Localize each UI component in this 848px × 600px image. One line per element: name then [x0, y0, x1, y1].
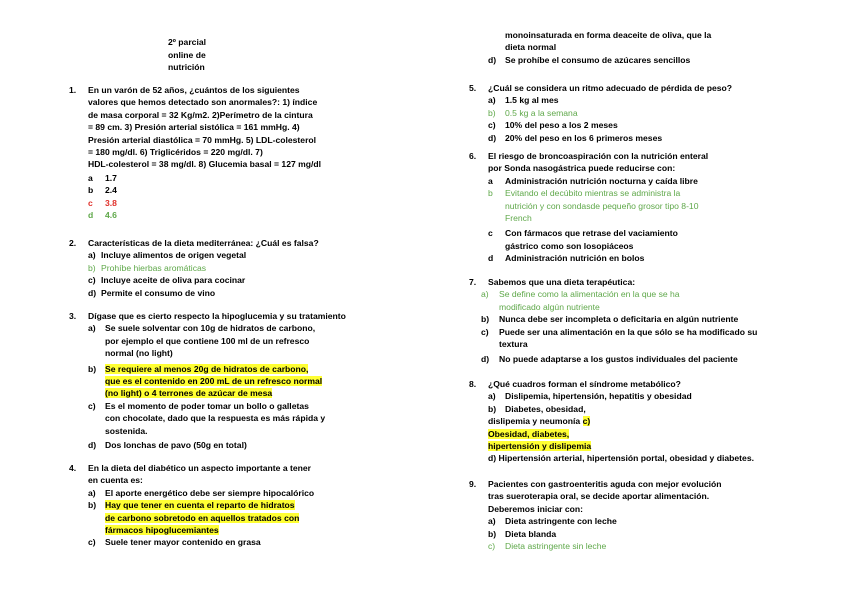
question-text: ¿Qué cuadros forman el síndrome metabólico? — [488, 379, 681, 389]
highlighted-text: que es el contenido en 200 mL de un refresco normal — [105, 376, 323, 387]
option-a — [88, 249, 339, 261]
header-line: 2º parcial — [168, 37, 207, 47]
text-line: = 89 cm. 3) Presión arterial sistólica = 161 mmHg. 4) — [88, 122, 300, 133]
options — [88, 249, 339, 299]
question-number: 3. — [69, 311, 77, 321]
option-c — [88, 400, 354, 437]
option-letter: c) — [488, 120, 496, 131]
highlighted-text: Hay que tener en cuenta el reparto de hidratos — [105, 500, 295, 511]
option-text: Incluye alimentos de origen vegetal — [101, 250, 247, 261]
option-b — [488, 403, 769, 415]
option-letter: a) — [481, 289, 489, 300]
question-number: 1. — [69, 85, 77, 95]
question-text: El riesgo de broncoaspiración con la nutrición enteral — [488, 151, 709, 161]
question-text: Pacientes con gastroenteritis aguda con mejor evolución — [488, 479, 722, 489]
option-letter: a — [88, 172, 93, 183]
highlighted-text: (no light) o 4 terrones de azúcar de mesa — [105, 388, 273, 399]
option-text: Diabetes, obesidad, — [505, 403, 586, 414]
text-line: normal (no light) — [105, 348, 173, 359]
option-d — [88, 209, 329, 221]
option-letter: a) — [488, 95, 496, 106]
question-6 — [469, 150, 759, 265]
option-a — [481, 288, 769, 313]
option-text: 2.4 — [105, 185, 117, 196]
options — [88, 172, 329, 222]
question-number: 9. — [469, 479, 477, 489]
question-5 — [469, 82, 759, 144]
question-text: ¿Cuál se considera un ritmo adecuado de pérdida de peso? — [488, 83, 733, 93]
option-a — [488, 94, 759, 106]
option-letter: c — [88, 197, 93, 208]
highlighted-text: fármacos hipoglucemiantes — [105, 525, 219, 536]
option-text: Nunca debe ser incompleta o deficitaria en algún nutriente — [499, 314, 739, 325]
option-letter: d) — [88, 440, 97, 451]
question-4-continuation — [488, 29, 758, 66]
question-text: Características de la dieta mediterránea: ¿Cuál es falsa? — [88, 238, 319, 248]
highlighted-text: de carbono sobretodo en aquellos tratados con — [105, 512, 300, 523]
option-text: Administración nutrición en bolos — [505, 253, 645, 264]
question-text: tras sueroterapia oral, se decide aportar alimentación. — [488, 491, 710, 502]
text-line: Puede ser una alimentación en la que sólo se ha modificado su — [499, 326, 758, 337]
text-line: gástrico como son losopiáceos — [505, 240, 634, 251]
option-letter: c) — [88, 400, 96, 411]
option-text: Prohíbe hierbas aromáticas — [101, 262, 207, 273]
text-line: de masa corporal = 32 Kg/m2. 2)Perímetro de la cintura — [88, 109, 313, 120]
highlighted-text: c) — [582, 416, 591, 427]
text-line: valores que hemos detectado son anormales?: 1) índice — [88, 97, 318, 108]
option-a — [488, 515, 769, 527]
option-letter: c) — [88, 537, 96, 548]
option-letter: a) — [488, 391, 496, 402]
option-a — [88, 322, 354, 359]
option-letter: d) — [88, 287, 97, 298]
option-letter: b) — [488, 403, 497, 414]
option-d — [481, 353, 769, 365]
option-text: Dieta astringente con leche — [505, 516, 617, 527]
question-text: Sabemos que una dieta terapéutica: — [488, 277, 636, 287]
text-line: nutrición y con sondasde pequeño grosor tipo 8-10 — [505, 200, 699, 211]
question-text — [88, 84, 329, 158]
option-text: Dieta blanda — [505, 528, 557, 539]
text-line: dieta normal — [505, 42, 557, 53]
options — [488, 94, 759, 144]
option-text: dislipemia y neumonía — [488, 416, 581, 427]
option-text: 4.6 — [105, 210, 117, 221]
option-text: Se prohíbe el consumo de azúcares sencillos — [505, 54, 691, 65]
option-b — [88, 262, 339, 274]
question-number: 7. — [469, 277, 477, 287]
header-line: nutrición — [168, 62, 205, 72]
text-line: French — [505, 213, 532, 224]
question-2 — [69, 237, 339, 299]
question-9 — [469, 478, 769, 552]
option-letter: a — [488, 175, 493, 186]
option-text: 1.5 kg al mes — [505, 95, 559, 106]
option-a — [488, 175, 759, 187]
option-text: Incluye aceite de oliva para cocinar — [101, 275, 246, 286]
text-line: sostenida. — [105, 425, 148, 436]
question-4 — [69, 462, 354, 549]
option-text: Dieta astringente sin leche — [505, 541, 607, 552]
option-letter: b — [488, 188, 493, 199]
text-line: = 180 mg/dl. 6) Triglicéridos = 220 mg/dl. 7) — [88, 147, 263, 158]
question-text: en cuenta es: — [88, 475, 143, 486]
option-text: Permite el consumo de vino — [101, 287, 216, 298]
option-letter: a) — [88, 250, 96, 261]
highlighted-text: Se requiere al menos 20g de hidratos de carbono, — [105, 363, 309, 374]
text-line: por ejemplo el que contiene 100 ml de un refresco — [105, 335, 310, 346]
option-b — [488, 107, 759, 119]
option-letter: b) — [481, 314, 490, 325]
option-c — [88, 274, 339, 286]
option-d — [488, 54, 758, 66]
question-1 — [69, 84, 329, 221]
text-line: textura — [499, 339, 528, 350]
document-header — [168, 36, 206, 74]
option-c — [488, 119, 759, 131]
option-text: El aporte energético debe ser siempre hipocalórico — [105, 487, 315, 498]
question-3 — [69, 310, 354, 451]
text-line: Presión arterial diastólica = 70 mmHg. 5) LDL-colesterol — [88, 134, 317, 145]
option-letter: d — [88, 210, 94, 221]
option-c — [488, 227, 759, 252]
text-line: Con fármacos que retrase del vaciamiento — [505, 228, 678, 239]
option-text: 0.5 kg a la semana — [505, 107, 578, 118]
option-letter: b) — [88, 500, 97, 511]
option-letter: c — [488, 228, 493, 239]
text-line: En un varón de 52 años, ¿cuántos de los siguientes — [88, 85, 300, 95]
option-c — [481, 326, 769, 351]
question-number: 8. — [469, 379, 477, 389]
option-c — [488, 428, 769, 453]
option-letter: b) — [488, 107, 496, 118]
question-text: En la dieta del diabético un aspecto importante a tener — [88, 463, 312, 473]
option-b — [488, 187, 759, 224]
option-a — [88, 487, 354, 499]
text-line: Es el momento de poder tomar un bollo o galletas — [105, 400, 309, 411]
option-letter: b) — [88, 262, 96, 273]
option-text: Dislipemia, hipertensión, hepatitis y obesidad — [505, 391, 692, 402]
option-b — [481, 313, 769, 325]
options — [488, 515, 769, 552]
option-text: 1.7 — [105, 172, 117, 183]
text-line: Dos lonchas de pavo (50g en total) — [105, 440, 247, 451]
question-text: Dígase que es cierto respecto la hipoglucemia y su tratamiento — [88, 311, 346, 321]
option-text: 20% del peso en los 6 primeros meses — [505, 132, 663, 143]
question-number: 6. — [469, 151, 477, 161]
highlighted-text: Obesidad, diabetes, — [488, 428, 570, 439]
question-text: Deberemos iniciar con: — [488, 503, 584, 514]
question-number: 5. — [469, 83, 477, 93]
text-line: modificado algún nutriente — [499, 301, 600, 312]
option-letter: c) — [88, 275, 96, 286]
option-a — [488, 390, 769, 402]
option-d — [88, 439, 354, 451]
option-c — [488, 540, 769, 552]
text-line: Evitando el decúbito mientras se administra la — [505, 188, 681, 199]
option-text: Administración nutrición nocturna y caída libre — [505, 175, 698, 186]
option-letter: b) — [488, 528, 497, 539]
option-c — [88, 536, 354, 548]
option-letter: a) — [88, 323, 96, 334]
text-line: monoinsaturada en forma deaceite de oliva, que la — [505, 30, 712, 40]
option-letter: d) — [481, 354, 490, 365]
option-text: 10% del peso a los 2 meses — [505, 120, 618, 131]
option-d — [88, 287, 339, 299]
option-letter: a) — [488, 516, 496, 527]
text-line: con chocolate, dado que la respuesta es más rápida y — [105, 413, 326, 424]
option-b — [88, 363, 354, 400]
option-d — [488, 132, 759, 144]
option-letter: d) — [488, 132, 497, 143]
option-b — [88, 184, 329, 196]
option-b — [488, 528, 769, 540]
option-a — [88, 172, 329, 184]
option-c — [88, 197, 329, 209]
option-letter: a) — [88, 487, 96, 498]
option-letter: d — [488, 253, 494, 264]
option-text: Suele tener mayor contenido en grasa — [105, 537, 261, 548]
header-line: online de — [168, 49, 206, 60]
highlighted-text: hipertensión y dislipemia — [488, 441, 592, 452]
question-text: por Sonda nasogástrica puede reducirse con: — [488, 163, 676, 174]
option-letter: d) — [488, 54, 497, 65]
option-d — [488, 252, 759, 264]
option-letter: b — [88, 185, 94, 196]
question-7 — [469, 276, 769, 366]
option-letter: c) — [481, 326, 489, 337]
text-line: Se define como la alimentación en la que se ha — [499, 289, 680, 300]
text-line: Se suele solventar con 10g de hidratos de carbono, — [105, 323, 316, 334]
option-b — [88, 499, 354, 536]
option-letter: b) — [88, 363, 97, 374]
option-text: No puede adaptarse a los gustos individuales del paciente — [499, 354, 738, 365]
option-letter: c) — [488, 541, 496, 552]
option-d: d) Hipertensión arterial, hipertensión portal, obesidad y diabetes. — [488, 453, 754, 464]
question-number: 2. — [69, 238, 77, 248]
option-text: 3.8 — [105, 197, 117, 208]
option-b-continued — [488, 415, 769, 427]
question-number: 4. — [69, 463, 77, 473]
question-8 — [469, 378, 769, 465]
text-line: HDL-colesterol = 38 mg/dl. 8) Glucemia basal = 127 mg/dl — [88, 159, 322, 170]
